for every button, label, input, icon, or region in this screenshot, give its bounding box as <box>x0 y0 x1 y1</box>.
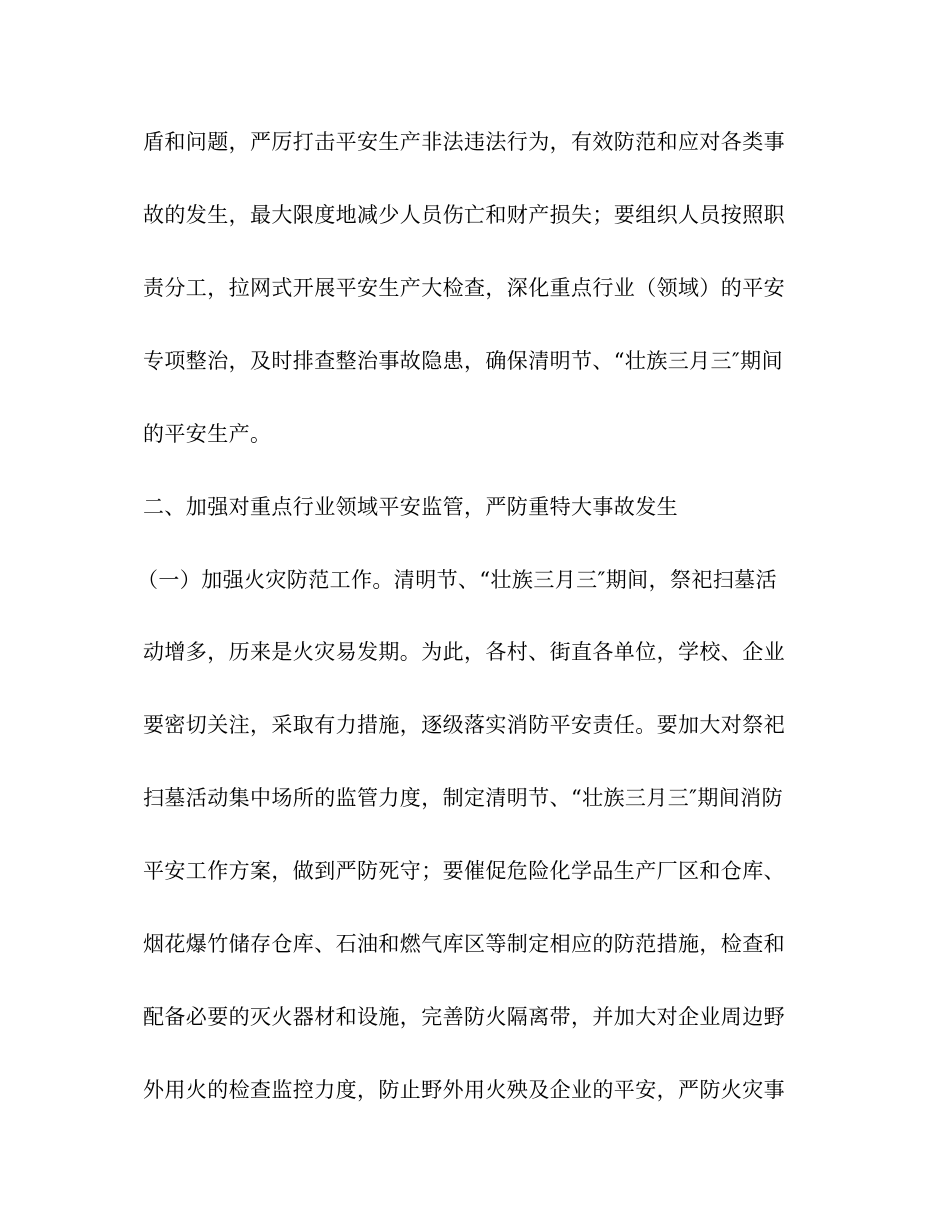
body-text-line: 的平安生产。 <box>143 422 272 446</box>
body-text-line: 扫墓活动集中场所的监管力度，制定清明节、“壮族三月三″期间消防 <box>143 786 783 810</box>
body-text-line: 故的发生，最大限度地减少人员伤亡和财产损失；要组织人员按照职 <box>143 203 785 227</box>
body-text-line: 外用火的检查监控力度，防止野外用火殃及企业的平安，严防火灾事 <box>143 1078 785 1102</box>
body-text-line: 动增多，历来是火灾易发期。为此，各村、街直各单位，学校、企业 <box>143 640 785 664</box>
body-text-line: 平安工作方案，做到严防死守；要催促危险化学品生产厂区和仓库、 <box>143 859 785 883</box>
body-text-line: 烟花爆竹储存仓库、石油和燃气库区等制定相应的防范措施，检查和 <box>143 932 785 956</box>
body-text-line: 盾和问题，严厉打击平安生产非法违法行为，有效防范和应对各类事 <box>143 130 785 154</box>
body-text-line: 责分工，拉网式开展平安生产大检查，深化重点行业（领域）的平安 <box>143 276 785 300</box>
subsection-first-line: （一）加强火灾防范工作。清明节、“壮族三月三″期间，祭祀扫墓活 <box>137 568 777 592</box>
body-text-line: 要密切关注，采取有力措施，逐级落实消防平安责任。要加大对祭祀 <box>143 713 785 737</box>
body-text-line: 专项整治，及时排查整治事故隐患，确保清明节、“壮族三月三″期间 <box>143 349 783 373</box>
section-heading: 二、加强对重点行业领域平安监管，严防重特大事故发生 <box>143 495 678 519</box>
body-text-line: 配备必要的灭火器材和设施，完善防火隔离带，并加大对企业周边野 <box>143 1005 785 1029</box>
